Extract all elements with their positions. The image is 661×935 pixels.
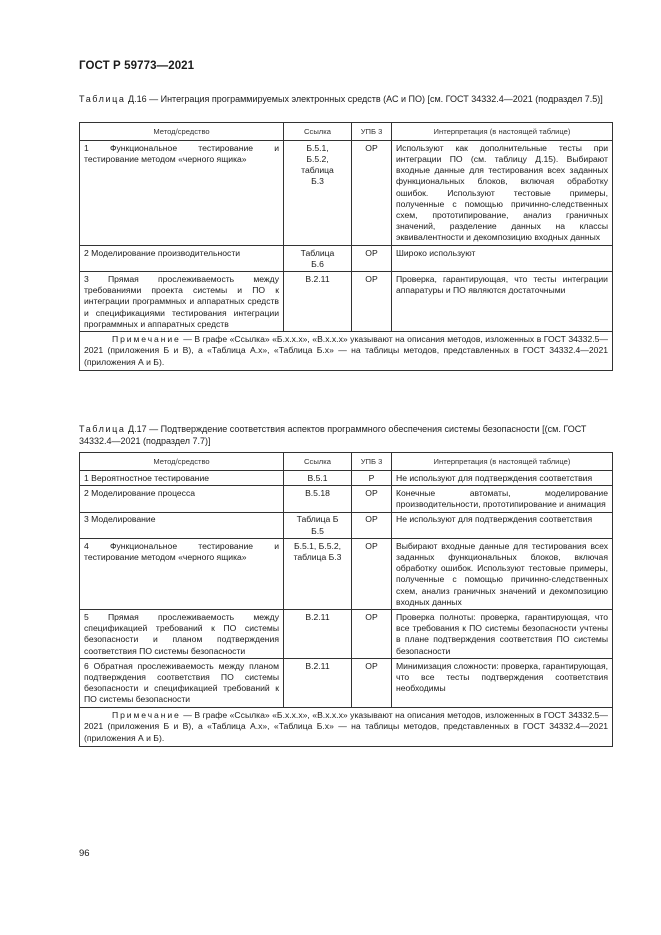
- ref-line: Б.3: [311, 176, 324, 187]
- col-header-interpretation: Интерпретация (в настоящей таблице): [392, 123, 613, 141]
- col-header-method: Метод/средство: [80, 123, 284, 141]
- method-cell: 2 Моделирование процесса: [80, 486, 284, 512]
- table-17-header-row: [80, 453, 613, 471]
- ref-line: Таблица: [300, 247, 335, 258]
- table-row: [80, 512, 613, 538]
- col-header-upb: УПБ 3: [352, 453, 392, 471]
- ref-cell: [284, 471, 352, 486]
- ref-line: В.2.11: [305, 273, 330, 284]
- ref-line: Б.6: [311, 258, 324, 269]
- ref-cell: [284, 610, 352, 659]
- table-row: [80, 471, 613, 486]
- table-16-note-row: [80, 332, 613, 371]
- page-number: 96: [79, 848, 90, 859]
- table-row: [80, 141, 613, 246]
- ref-cell: [284, 141, 352, 246]
- ref-cell: [284, 246, 352, 272]
- table-row: [80, 246, 613, 272]
- interpretation-cell: Используют как дополнительные тесты при интеграции ПО (см. таблицу Д.15). Выбирают входные данные для тестирования всех заданных функциональных блоков, включая обработку ошибок. Используют тестовые примеры, полученные с помощью причинно-следственных схем, прототипирование, анализ граничных значений, разделение данных на классы эквивалентности и декомпозицию входных данных: [392, 141, 613, 246]
- col-header-ref: Ссылка: [284, 123, 352, 141]
- method-cell: 2 Моделирование производительности: [80, 246, 284, 272]
- interpretation-cell: Не используют для подтверждения соответствия: [392, 471, 613, 486]
- ref-line: В.2.11: [305, 611, 330, 622]
- upb-cell: ОР: [352, 659, 392, 708]
- upb-cell: ОР: [352, 272, 392, 332]
- interpretation-cell: Широко используют: [392, 246, 613, 272]
- note-label: Примечание: [112, 333, 181, 344]
- interpretation-cell: Минимизация сложности: проверка, гарантирующая, что все тесты подтверждения соответствия необходимы: [392, 659, 613, 708]
- upb-cell: Р: [352, 471, 392, 486]
- ref-cell: [284, 512, 352, 538]
- upb-cell: ОР: [352, 486, 392, 512]
- interpretation-cell: Выбирают входные данные для тестирования всех заданных функциональных блоков, включая обработку ошибок. Используют тестовые примеры, полученные с помощью причинно-следственных схем, анализ граничных значений и декомпозицию входных данных: [392, 539, 613, 610]
- upb-cell: ОР: [352, 512, 392, 538]
- table-17: [79, 452, 613, 747]
- method-cell: 3 Прямая прослеживаемость между требованиями проекта системы и ПО к интеграции программных и аппаратных средств и спецификациями тестирования интеграции программных и аппаратных средств: [80, 272, 284, 332]
- ref-cell: [284, 539, 352, 610]
- ref-line: В.5.18: [305, 487, 330, 498]
- ref-cell: [284, 272, 352, 332]
- interpretation-cell: Проверка полноты: проверка, гарантирующая, что все требования к ПО системы безопасности учтены в плане подтверждения соответствия ПО системы безопасности: [392, 610, 613, 659]
- table-16: [79, 122, 613, 371]
- method-cell: 3 Моделирование: [80, 512, 284, 538]
- method-cell: 6 Обратная прослеживаемость между планом подтверждения соответствия ПО системы безопасности и спецификацией требований к ПО системы безопасности: [80, 659, 284, 708]
- ref-line: Б.5.1, Б.5.2,: [293, 540, 342, 551]
- table-row: [80, 610, 613, 659]
- table-16-caption-text: Д.16 — Интеграция программируемых электронных средств (АС и ПО) [см. ГОСТ 34332.4—2021 (подраздел 7.5)]: [125, 94, 603, 104]
- table-row: [80, 659, 613, 708]
- table-16-caption: [79, 93, 609, 105]
- table-17-note: [80, 708, 613, 747]
- table-row: [80, 539, 613, 610]
- table-17-caption-label: Таблица: [79, 424, 126, 434]
- interpretation-cell: Проверка, гарантирующая, что тесты интеграции аппаратуры и ПО являются достаточными: [392, 272, 613, 332]
- col-header-upb: УПБ 3: [352, 123, 392, 141]
- table-17-caption: [79, 423, 609, 447]
- method-cell: 1 Вероятностное тестирование: [80, 471, 284, 486]
- table-16-caption-label: Таблица: [79, 94, 126, 104]
- upb-cell: ОР: [352, 246, 392, 272]
- method-cell: 5 Прямая прослеживаемость между спецификацией требований к ПО системы безопасности и планом подтверждения соответствия ПО системы безопасности: [80, 610, 284, 659]
- table-16-header-row: [80, 123, 613, 141]
- table-row: [80, 486, 613, 512]
- interpretation-cell: Конечные автоматы, моделирование производительности, прототипирование и анимация: [392, 486, 613, 512]
- table-row: [80, 272, 613, 332]
- upb-cell: ОР: [352, 610, 392, 659]
- ref-line: Таблица Б: [296, 514, 339, 525]
- ref-line: Б.5.2,: [306, 153, 329, 164]
- method-cell: 4 Функциональное тестирование и тестирование методом «черного ящика»: [80, 539, 284, 610]
- table-16-note: [80, 332, 613, 371]
- col-header-method: Метод/средство: [80, 453, 284, 471]
- document-title: ГОСТ Р 59773—2021: [79, 60, 195, 72]
- upb-cell: ОР: [352, 141, 392, 246]
- ref-cell: [284, 659, 352, 708]
- ref-line: В.2.11: [305, 660, 330, 671]
- ref-line: Б.5.1,: [306, 142, 329, 153]
- ref-line: таблица: [301, 165, 334, 176]
- col-header-ref: Ссылка: [284, 453, 352, 471]
- table-17-caption-text: Д.17 — Подтверждение соответствия аспектов программного обеспечения системы безопасности [(см. ГОСТ 34332.4—2021 (подраздел 7.7)]: [79, 424, 587, 446]
- note-text: — В графе «Ссылка» «Б.х.х.х», «В.х.х.х» указывают на описания методов, изложенных в ГОСТ 34332.5—2021 (приложения Б и В), а «Таблица А.х», «Таблица Б.х» — на таблицы методов, представленных в ГОСТ 34332.4—2021 (приложения А и Б).: [84, 333, 608, 367]
- table-17-note-row: [80, 708, 613, 747]
- interpretation-cell: Не используют для подтверждения соответствия: [392, 512, 613, 538]
- ref-line: Б.5: [311, 525, 324, 536]
- method-cell: 1 Функциональное тестирование и тестирование методом «черного ящика»: [80, 141, 284, 246]
- ref-line: таблица Б.3: [293, 551, 342, 562]
- upb-cell: ОР: [352, 539, 392, 610]
- ref-cell: [284, 486, 352, 512]
- ref-line: В.5.1: [307, 472, 328, 483]
- note-label: Примечание: [112, 709, 181, 720]
- note-text: — В графе «Ссылка» «Б.х.х.х», «В.х.х.х» указывают на описания методов, изложенных в ГОСТ 34332.5—2021 (приложения Б и В), а «Таблица А.х», «Таблица Б.х» — на таблицы методов, представленных в ГОСТ 34332.4—2021 (приложения А и Б).: [84, 709, 608, 743]
- col-header-interpretation: Интерпретация (в настоящей таблице): [392, 453, 613, 471]
